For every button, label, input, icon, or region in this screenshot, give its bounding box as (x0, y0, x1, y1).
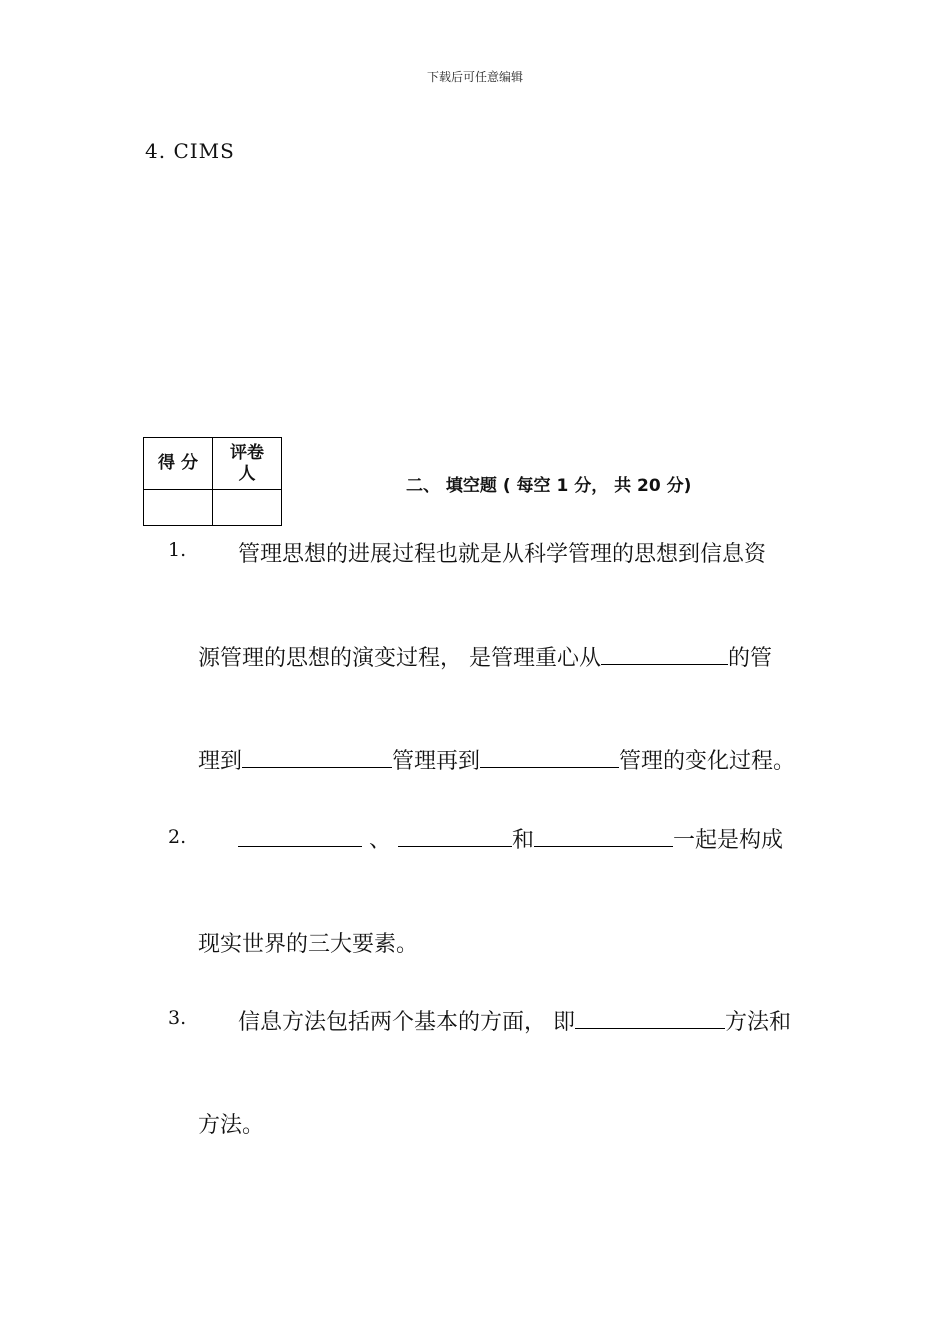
q1-line2-text-b: 的管 (728, 646, 773, 671)
score-table (143, 437, 282, 526)
fill-blank-4 (238, 826, 362, 847)
question-2-number: 2. (168, 826, 187, 848)
q1-line3-text-a: 理到 (198, 749, 243, 774)
score-cell (144, 490, 213, 526)
question-2-line-1 (238, 823, 783, 854)
q2-line1-end: 一起是构成 (673, 828, 784, 853)
grader-label (213, 438, 282, 490)
score-label: 得 分 (144, 438, 213, 490)
question-3-line-2: 方法。 (198, 1113, 265, 1138)
question-1-line-2 (198, 641, 772, 672)
q3-line1-text-b: 方法和 (725, 1010, 792, 1035)
section-title: 二、 填空题 ( 每空 1 分， 共 20 分) (406, 476, 692, 496)
question-1-number: 1. (168, 539, 187, 561)
q1-line3-text-c: 管理的变化过程。 (619, 749, 796, 774)
grader-cell (213, 490, 282, 526)
question-2-line-2: 现实世界的三大要素。 (198, 932, 419, 957)
grader-label-line2: 人 (238, 463, 256, 484)
q1-line3-text-b: 管理再到 (392, 749, 481, 774)
fill-blank-7 (575, 1008, 725, 1029)
q2-separator-2: 和 (512, 828, 535, 853)
page-header: 下载后可任意编辑 (426, 70, 523, 84)
fill-blank-5 (398, 826, 512, 847)
question-3-number: 3. (168, 1007, 187, 1029)
question-1-line-1: 管理思想的进展过程也就是从科学管理的思想到信息资 (238, 542, 767, 567)
fill-blank-1 (601, 644, 728, 665)
grader-label-line1: 评卷 (230, 442, 264, 463)
question-4-cims: 4. CIMS (145, 139, 235, 163)
fill-blank-6 (534, 826, 673, 847)
fill-blank-2 (242, 747, 392, 768)
fill-blank-3 (480, 747, 619, 768)
q2-separator-1: 、 (369, 828, 392, 853)
question-1-line-3 (198, 744, 795, 775)
q1-line2-text-a: 源管理的思想的演变过程， 是管理重心从 (198, 646, 601, 671)
question-3-line-1 (238, 1005, 791, 1036)
q3-line1-text-a: 信息方法包括两个基本的方面， 即 (238, 1010, 575, 1035)
